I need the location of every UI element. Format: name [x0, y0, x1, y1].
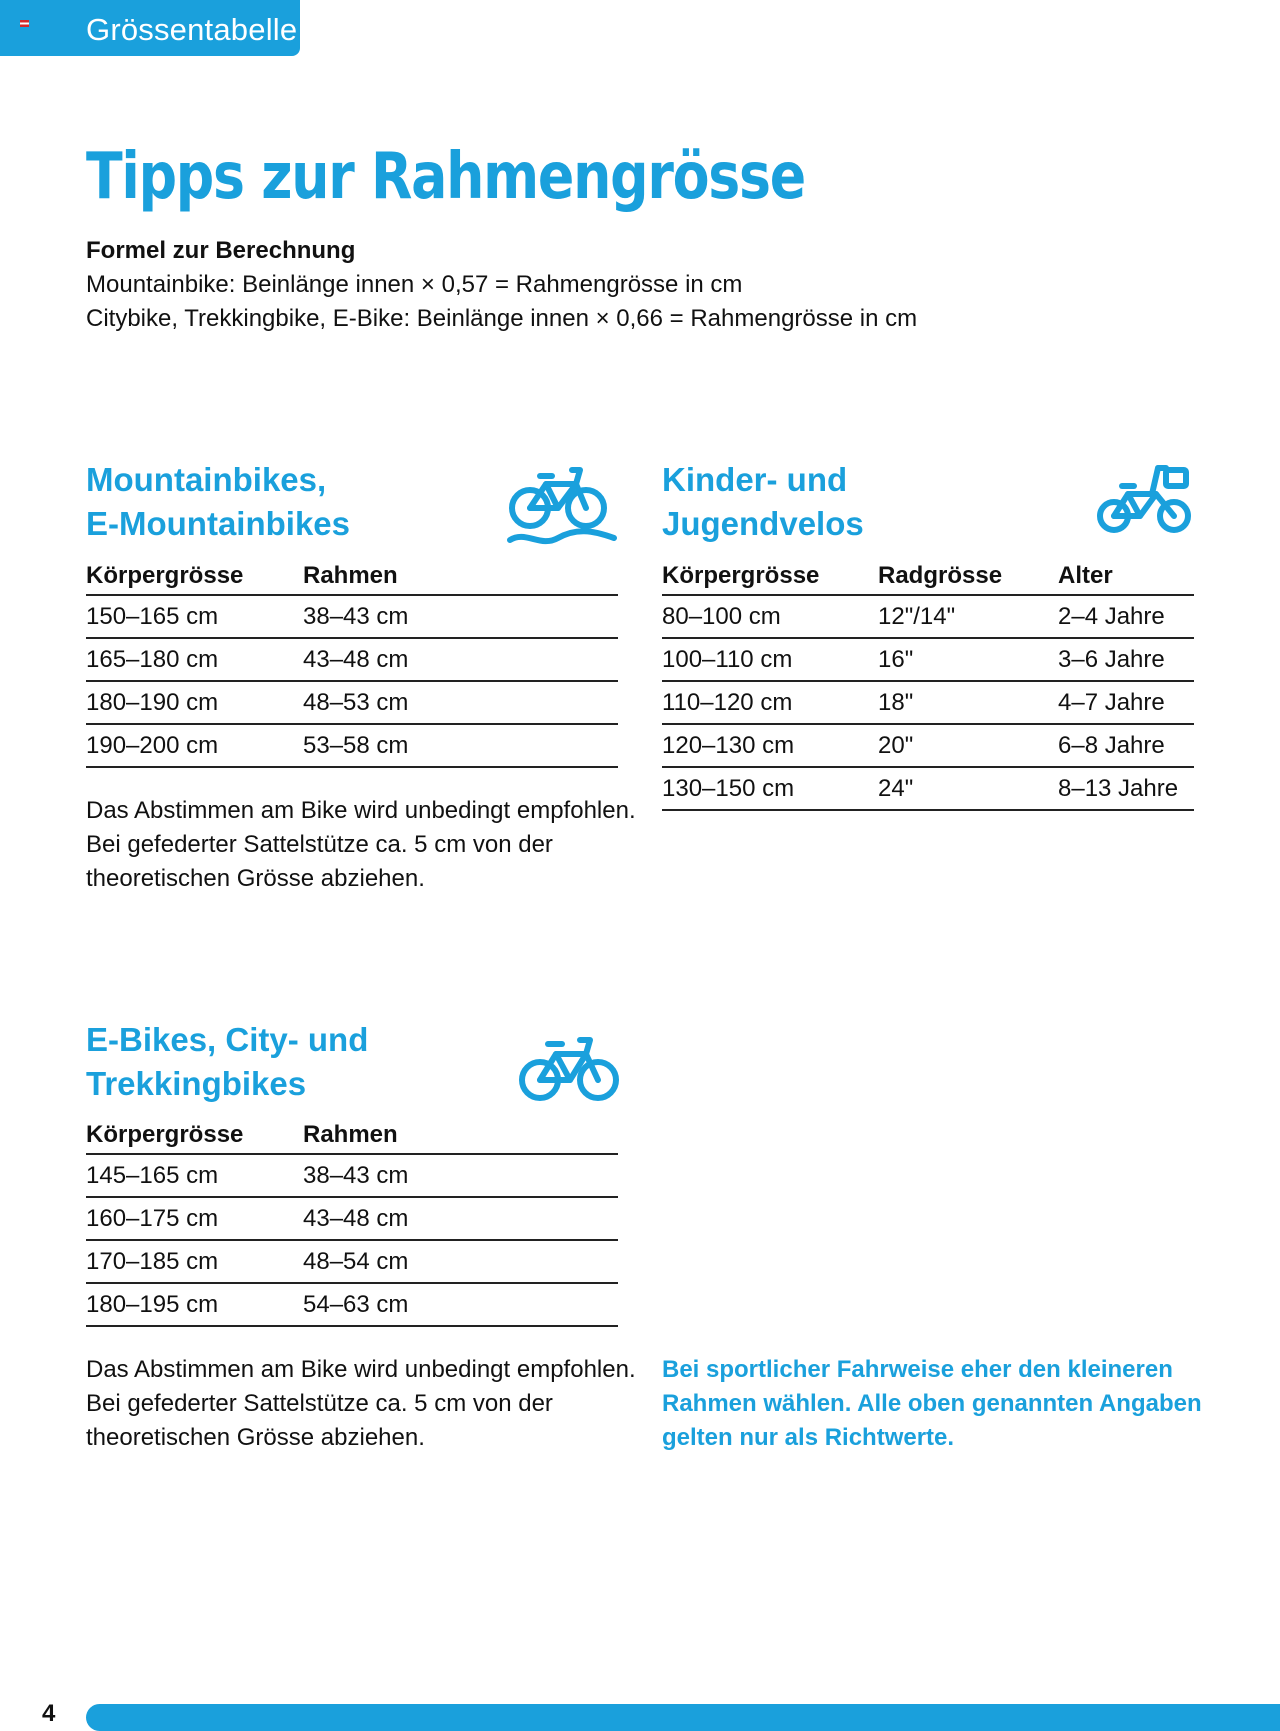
table-cell: 48–54 cm	[303, 1240, 618, 1283]
table-cell: 20"	[878, 724, 1058, 767]
tip-line: Bei sportlicher Fahrweise eher den kleineren	[662, 1356, 1173, 1383]
table-cell: 180–195 cm	[86, 1283, 303, 1326]
tip-line: gelten nur als Richtwerte.	[662, 1424, 955, 1451]
ebikes-section	[86, 1018, 368, 1106]
table-cell: 120–130 cm	[662, 724, 878, 767]
table-header-row	[86, 1111, 618, 1154]
table-cell: 38–43 cm	[303, 595, 618, 638]
table-cell: 24"	[878, 767, 1058, 810]
column-header: Körpergrösse	[86, 1111, 303, 1154]
table-cell: 190–200 cm	[86, 724, 303, 767]
table-cell: 48–53 cm	[303, 681, 618, 724]
table-row	[86, 1154, 618, 1197]
mountainbikes-heading	[86, 458, 350, 546]
ebikes-heading-line2: Trekkingbikes	[86, 1065, 307, 1102]
table-cell: 145–165 cm	[86, 1154, 303, 1197]
mountainbikes-heading-line2: E-Mountainbikes	[86, 505, 351, 542]
mountainbikes-section	[86, 458, 350, 546]
flag-icon	[20, 20, 29, 27]
table-cell: 80–100 cm	[662, 595, 878, 638]
table-row	[86, 595, 618, 638]
mountain-bike-icon	[506, 462, 618, 548]
mountainbikes-note	[86, 794, 636, 896]
tip-note	[662, 1353, 1202, 1455]
page-title: Tipps zur Rahmengrösse	[86, 140, 805, 214]
table-cell: 54–63 cm	[303, 1283, 618, 1326]
kids-section	[662, 458, 864, 546]
ebikes-heading	[86, 1018, 368, 1106]
table-cell: 160–175 cm	[86, 1197, 303, 1240]
city-bike-icon	[518, 1034, 620, 1104]
table-row	[662, 724, 1194, 767]
formula-line-mountainbike: Mountainbike: Beinlänge innen × 0,57 = Rahmengrösse in cm	[86, 271, 743, 298]
table-cell: 16"	[878, 638, 1058, 681]
table-row	[662, 638, 1194, 681]
table-row	[662, 681, 1194, 724]
column-header: Körpergrösse	[662, 552, 878, 595]
note-line: theoretischen Grösse abziehen.	[86, 865, 425, 892]
table-header-row	[662, 552, 1194, 595]
table-cell: 150–165 cm	[86, 595, 303, 638]
table-cell: 4–7 Jahre	[1058, 681, 1194, 724]
table-row	[86, 1283, 618, 1326]
table-cell: 38–43 cm	[303, 1154, 618, 1197]
table-row	[86, 1197, 618, 1240]
column-header: Rahmen	[303, 552, 618, 595]
table-cell: 8–13 Jahre	[1058, 767, 1194, 810]
tip-line: Rahmen wählen. Alle oben genannten Angaben	[662, 1390, 1202, 1417]
table-cell: 18"	[878, 681, 1058, 724]
header-tab	[0, 0, 300, 56]
page-number: 4	[42, 1700, 56, 1727]
footer-bar	[86, 1704, 1280, 1731]
column-header: Radgrösse	[878, 552, 1058, 595]
table-row	[86, 1240, 618, 1283]
column-header: Alter	[1058, 552, 1194, 595]
formula-block	[86, 234, 917, 336]
note-line: Das Abstimmen am Bike wird unbedingt empfohlen.	[86, 1356, 636, 1383]
table-cell: 43–48 cm	[303, 638, 618, 681]
note-line: Bei gefederter Sattelstütze ca. 5 cm von der	[86, 1390, 553, 1417]
note-line: theoretischen Grösse abziehen.	[86, 1424, 425, 1451]
table-cell: 12"/14"	[878, 595, 1058, 638]
header-title: Grössentabelle	[86, 12, 298, 47]
table-row	[86, 724, 618, 767]
table-cell: 170–185 cm	[86, 1240, 303, 1283]
formula-heading: Formel zur Berechnung	[86, 237, 356, 264]
mountainbikes-heading-line1: Mountainbikes,	[86, 461, 327, 498]
table-row	[86, 681, 618, 724]
formula-line-citybike: Citybike, Trekkingbike, E-Bike: Beinlänge innen × 0,66 = Rahmengrösse in cm	[86, 305, 918, 332]
table-cell: 110–120 cm	[662, 681, 878, 724]
table-cell: 100–110 cm	[662, 638, 878, 681]
column-header: Körpergrösse	[86, 552, 303, 595]
table-row	[662, 595, 1194, 638]
table-row	[662, 767, 1194, 810]
kids-heading-line2: Jugendvelos	[662, 505, 864, 542]
ebikes-table	[86, 1111, 618, 1327]
kids-heading-line1: Kinder- und	[662, 461, 848, 498]
table-cell: 180–190 cm	[86, 681, 303, 724]
table-cell: 165–180 cm	[86, 638, 303, 681]
table-cell: 2–4 Jahre	[1058, 595, 1194, 638]
note-line: Bei gefederter Sattelstütze ca. 5 cm von der	[86, 831, 553, 858]
note-line: Das Abstimmen am Bike wird unbedingt empfohlen.	[86, 797, 636, 824]
ebikes-heading-line1: E-Bikes, City- und	[86, 1021, 369, 1058]
table-cell: 6–8 Jahre	[1058, 724, 1194, 767]
table-row	[86, 638, 618, 681]
table-cell: 130–150 cm	[662, 767, 878, 810]
column-header: Rahmen	[303, 1111, 618, 1154]
kids-bike-icon	[1096, 462, 1194, 538]
mountainbikes-table	[86, 552, 618, 768]
table-header-row	[86, 552, 618, 595]
kids-heading	[662, 458, 864, 546]
table-cell: 43–48 cm	[303, 1197, 618, 1240]
kids-table	[662, 552, 1194, 811]
table-cell: 3–6 Jahre	[1058, 638, 1194, 681]
ebikes-note	[86, 1353, 636, 1455]
table-cell: 53–58 cm	[303, 724, 618, 767]
